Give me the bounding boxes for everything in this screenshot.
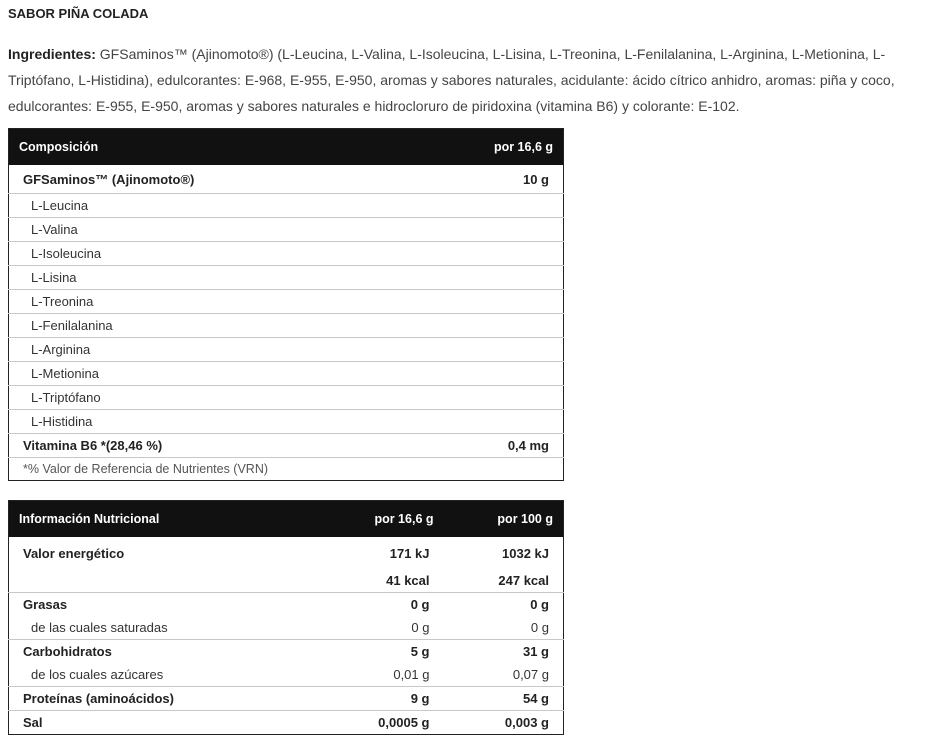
amino-acid-value <box>459 338 564 362</box>
table-row <box>9 194 564 218</box>
amino-acid-value <box>459 242 564 266</box>
saturated-serving: 0 g <box>411 620 430 635</box>
ingredients-paragraph <box>8 41 938 119</box>
composition-header-serving: por 16,6 g <box>459 129 564 166</box>
nutrition-header-100g: por 100 g <box>444 501 564 538</box>
amino-acid-label: L-Treonina <box>9 290 459 314</box>
table-row <box>9 314 564 338</box>
carbs-100g: 31 g <box>444 640 564 664</box>
energy-kj-serving: 171 kJ <box>389 545 430 561</box>
amino-acid-value <box>459 314 564 338</box>
amino-acid-label: L-Leucina <box>9 194 459 218</box>
salt-serving: 0,0005 g <box>354 711 444 735</box>
salt-100g: 0,003 g <box>444 711 564 735</box>
table-row <box>9 218 564 242</box>
sugars-100g: 0,07 g <box>512 667 549 682</box>
sugars-serving: 0,01 g <box>393 667 430 682</box>
table-row <box>9 569 564 593</box>
amino-acid-value <box>459 218 564 242</box>
vrn-footnote: *% Valor de Referencia de Nutrientes (VRN) <box>9 458 564 481</box>
protein-100g: 54 g <box>444 687 564 711</box>
protein-serving: 9 g <box>354 687 444 711</box>
amino-acid-label: L-Triptófano <box>9 386 459 410</box>
protein-label: Proteínas (aminoácidos) <box>9 687 354 711</box>
gfsaminos-label: GFSaminos™ (Ajinomoto®) <box>23 171 195 187</box>
table-row <box>9 616 564 640</box>
table-row <box>9 362 564 386</box>
table-row <box>9 537 564 569</box>
nutrition-table <box>8 500 564 735</box>
energy-kcal-100g: 247 kcal <box>498 573 549 588</box>
table-row <box>9 711 564 735</box>
saturated-label: de las cuales saturadas <box>31 620 168 635</box>
table-row <box>9 458 564 481</box>
composition-header-label: Composición <box>9 129 459 166</box>
fats-label: Grasas <box>9 593 354 617</box>
flavor-title: SABOR PIÑA COLADA <box>8 6 149 21</box>
table-row <box>9 640 564 664</box>
table-row <box>9 663 564 687</box>
table-row <box>9 338 564 362</box>
amino-acid-label: L-Lisina <box>9 266 459 290</box>
amino-acid-label: L-Isoleucina <box>9 242 459 266</box>
vitamin-b6-label: Vitamina B6 *(28,46 %) <box>9 434 459 458</box>
composition-table <box>8 128 564 481</box>
energy-kcal-serving: 41 kcal <box>386 573 430 588</box>
table-row <box>9 165 564 194</box>
gfsaminos-value: 10 g <box>522 171 549 187</box>
table-row <box>9 410 564 434</box>
ingredients-label: Ingredientes: <box>8 46 96 62</box>
energy-kj-100g: 1032 kJ <box>502 545 549 561</box>
nutrition-header <box>9 501 564 538</box>
amino-acid-label: L-Fenilalanina <box>9 314 459 338</box>
nutrition-header-label: Información Nutricional <box>9 501 354 538</box>
ingredients-text: GFSaminos™ (Ajinomoto®) (L-Leucina, L-Valina, L-Isoleucina, L-Lisina, L-Treonina, L-Fenilalanina, L-Arginina, L-Metionina, L-Triptófano, L-Histidina), edulcorantes: E-968, E-955, E-950, aromas y sabores naturales, acidulante: ácido cítrico anhidro, aromas: piña y coco, edulcorantes: E-955, E-950, aromas y sabores naturales e hidrocloruro de piridoxina (vitamina B6) y colorante: E-102. <box>8 46 895 114</box>
sugars-label: de los cuales azúcares <box>31 667 164 682</box>
amino-acid-value <box>459 290 564 314</box>
energy-label: Valor energético <box>23 545 125 561</box>
amino-acid-label: L-Metionina <box>9 362 459 386</box>
amino-acid-value <box>459 386 564 410</box>
composition-header <box>9 129 564 166</box>
amino-acid-value <box>459 362 564 386</box>
table-row <box>9 687 564 711</box>
nutrition-header-serving: por 16,6 g <box>354 501 444 538</box>
amino-acid-value <box>459 194 564 218</box>
table-row <box>9 266 564 290</box>
fats-100g: 0 g <box>444 593 564 617</box>
table-row <box>9 290 564 314</box>
energy-kcal-label <box>9 569 354 593</box>
amino-acid-value <box>459 410 564 434</box>
amino-acid-value <box>459 266 564 290</box>
amino-acid-label: L-Arginina <box>9 338 459 362</box>
amino-acid-label: L-Histidina <box>9 410 459 434</box>
table-row <box>9 593 564 617</box>
salt-label: Sal <box>9 711 354 735</box>
table-row <box>9 434 564 458</box>
table-row <box>9 242 564 266</box>
amino-acid-label: L-Valina <box>9 218 459 242</box>
carbs-serving: 5 g <box>354 640 444 664</box>
saturated-100g: 0 g <box>530 620 549 635</box>
fats-serving: 0 g <box>354 593 444 617</box>
vitamin-b6-value: 0,4 mg <box>459 434 564 458</box>
table-row <box>9 386 564 410</box>
carbs-label: Carbohidratos <box>9 640 354 664</box>
